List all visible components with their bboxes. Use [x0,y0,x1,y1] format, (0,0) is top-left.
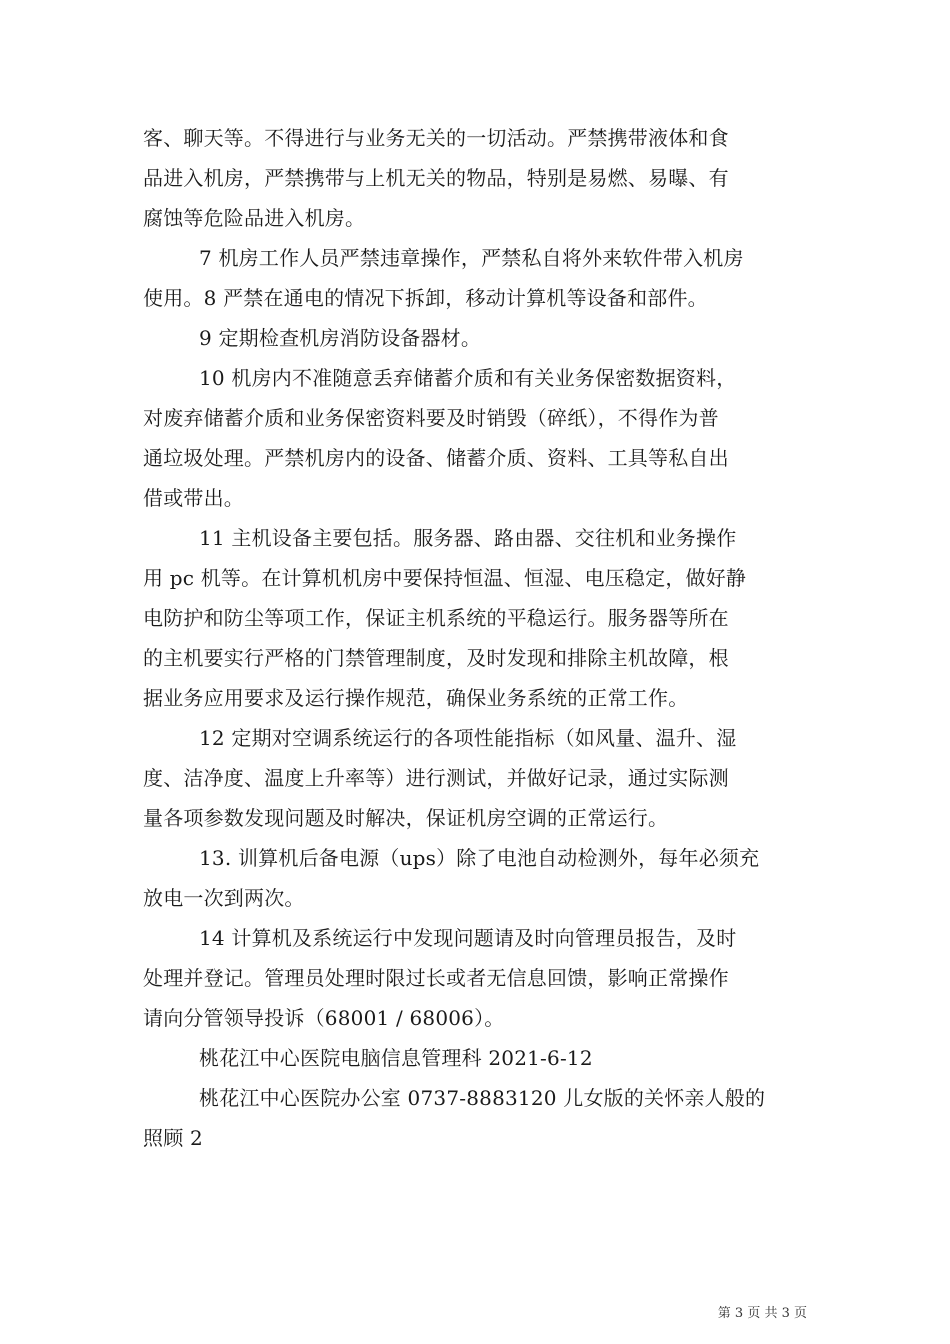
text-line: 用 pc 机等。在计算机机房中要保持恒温、恒湿、电压稳定，做好静 [143,566,747,590]
text-line: 请向分管领导投诉（68001 / 68006）。 [143,1006,505,1030]
text-line: 品进入机房，严禁携带与上机无关的物品，特别是易燃、易曝、有 [143,166,729,190]
text-line: 度、洁净度、温度上升率等）进行测试，并做好记录，通过实际测 [143,766,729,790]
text-line: 的主机要实行严格的门禁管理制度，及时发现和排除主机故障，根 [143,646,729,670]
text-line: 处理并登记。管理员处理时限过长或者无信息回馈，影响正常操作 [143,966,729,990]
text-line: 量各项参数发现问题及时解决，保证机房空调的正常运行。 [143,806,669,830]
page-number: 第 3 页 共 3 页 [717,1306,807,1321]
signature-dept-date: 桃花江中心医院电脑信息管理科 2021-6-12 [199,1046,593,1070]
text-line: 使用。8 严禁在通电的情况下拆卸，移动计算机等设备和部件。 [143,286,708,310]
document-body [143,118,807,1158]
office-contact-line: 桃花江中心医院办公室 0737-8883120 儿女版的关怀亲人般的 [199,1086,766,1110]
paragraph-9: 9 定期检查机房消防设备器材。 [199,326,482,350]
text-line: 客、聊天等。不得进行与业务无关的一切活动。严禁携带液体和食 [143,126,729,150]
text-line: 腐蚀等危险品进入机房。 [143,206,366,230]
text-line: 放电一次到两次。 [143,886,305,910]
paragraph-11-start: 11 主机设备主要包括。服务器、路由器、交往机和业务操作 [199,526,737,550]
paragraph-7-start: 7 机房工作人员严禁违章操作，严禁私自将外来软件带入机房 [199,246,744,270]
text-line: 借或带出。 [143,486,244,510]
text-line: 电防护和防尘等项工作，保证主机系统的平稳运行。服务器等所在 [143,606,729,630]
paragraph-10-start: 10 机房内不准随意丢弃储蓄介质和有关业务保密数据资料， [199,366,737,390]
paragraph-13-start: 13. 训算机后备电源（ups）除了电池自动检测外，每年必须充 [199,846,760,870]
text-line: 对废弃储蓄介质和业务保密资料要及时销毁（碎纸），不得作为普 [143,406,719,430]
paragraph-14-start: 14 计算机及系统运行中发现问题请及时向管理员报告，及时 [199,926,737,950]
paragraph-12-start: 12 定期对空调系统运行的各项性能指标（如风量、温升、湿 [199,726,737,750]
text-line: 通垃圾处理。严禁机房内的设备、储蓄介质、资料、工具等私自出 [143,446,729,470]
text-line: 据业务应用要求及运行操作规范，确保业务系统的正常工作。 [143,686,689,710]
text-line: 照顾 2 [143,1126,203,1150]
